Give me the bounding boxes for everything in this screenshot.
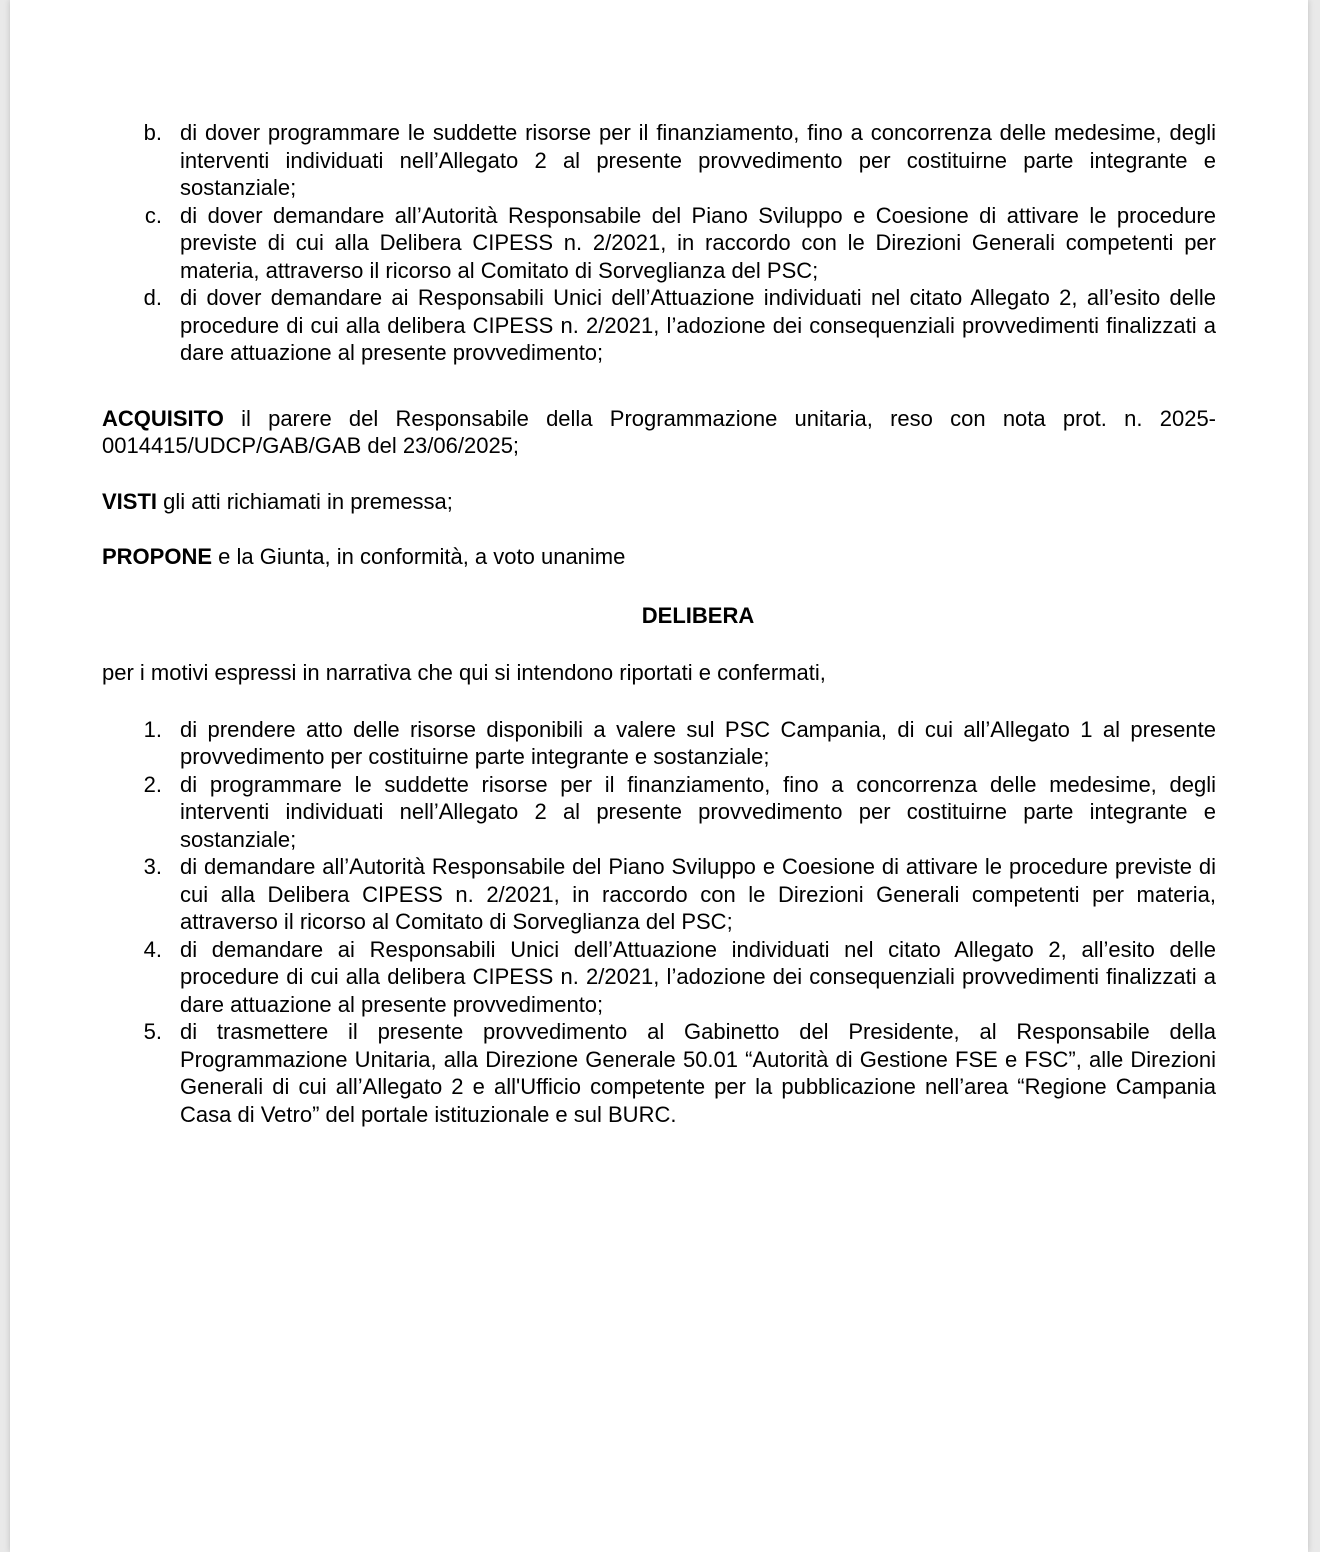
list-item-number: 3.	[143, 854, 162, 879]
document-page	[10, 0, 1308, 1552]
propone-paragraph	[102, 543, 1216, 571]
propone-keyword: PROPONE	[102, 544, 213, 569]
list-item	[102, 853, 1216, 936]
list-item-text: di trasmettere il presente provvedimento al Gabinetto del Presidente, al Responsabile della Programmazione Unitaria, alla Direzione Generale 50.01 “Autorità di Gestione FSE e FSC”, alle Direzioni Generali di cui all’Allegato 2 e all'Ufficio competente per la pubblicazione nell’area “Regione Campania Casa di Vetro” del portale istituzionale e sul BURC.	[180, 1019, 1216, 1127]
list-item	[102, 936, 1216, 1019]
acquisito-text: il parere del Responsabile della Programmazione unitaria, reso con nota prot. n. 2025-0014415/UDCP/GAB/GAB del 23/06/2025;	[102, 405, 1216, 458]
list-item-number: 4.	[143, 936, 162, 962]
sub-item-text: di dover programmare le suddette risorse per il finanziamento, fino a concorrenza delle medesime, degli interventi individuati nell’Allegato 2 al presente provvedimento per costituirne parte integrante e sostanziale;	[180, 120, 1216, 200]
list-item-number: 1.	[143, 716, 162, 742]
list-item-number: 2.	[143, 771, 162, 797]
intro-paragraph: per i motivi espressi in narrativa che qui si intendono riportati e confermati,	[102, 660, 826, 685]
sub-item-text: di dover demandare all’Autorità Responsabile del Piano Sviluppo e Coesione di attivare le procedure previste di cui alla Delibera CIPESS n. 2/2021, in raccordo con le Direzioni Generali competenti per materia, attraverso il ricorso al Comitato di Sorveglianza del PSC;	[180, 202, 1216, 283]
sub-item-marker: c.	[144, 202, 162, 228]
sub-item-marker: d.	[143, 285, 162, 310]
list-item-text: di programmare le suddette risorse per il finanziamento, fino a concorrenza delle medesime, degli interventi individuati nell’Allegato 2 al presente provvedimento per costituirne parte integrante e sostanziale;	[180, 771, 1216, 852]
sub-item-c	[102, 202, 1216, 285]
delibera-heading: DELIBERA	[641, 602, 755, 628]
propone-text: e la Giunta, in conformità, a voto unanime	[212, 544, 626, 569]
acquisito-keyword: ACQUISITO	[102, 405, 224, 431]
visti-keyword: VISTI	[102, 488, 158, 514]
list-item-text: di demandare all’Autorità Responsabile del Piano Sviluppo e Coesione di attivare le procedure previste di cui alla Delibera CIPESS n. 2/2021, in raccordo con le Direzioni Generali competenti per materia, attraverso il ricorso al Comitato di Sorveglianza del PSC;	[180, 854, 1216, 934]
visti-text: gli atti richiamati in premessa;	[157, 488, 453, 514]
visti-paragraph	[102, 488, 1216, 516]
list-item	[102, 771, 1216, 854]
list-item-number: 5.	[143, 1019, 162, 1044]
sub-item-marker: b.	[143, 120, 162, 145]
list-item	[102, 1018, 1216, 1128]
sub-item-text: di dover demandare ai Responsabili Unici dell’Attuazione individuati nel citato Allegato 2, all’esito delle procedure di cui alla delibera CIPESS n. 2/2021, l’adozione dei consequenziali provvedimenti finalizzati a dare attuazione al presente provvedimento;	[180, 285, 1216, 365]
list-item	[102, 716, 1216, 771]
list-item-text: di prendere atto delle risorse disponibili a valere sul PSC Campania, di cui all’Allegato 1 al presente provvedimento per costituirne parte integrante e sostanziale;	[180, 716, 1216, 769]
list-item-text: di demandare ai Responsabili Unici dell’Attuazione individuati nel citato Allegato 2, all’esito delle procedure di cui alla delibera CIPESS n. 2/2021, l’adozione dei consequenziali provvedimenti finalizzati a dare attuazione al presente provvedimento;	[180, 936, 1216, 1017]
sub-item-b	[102, 119, 1216, 202]
acquisito-paragraph	[102, 405, 1216, 460]
document-body	[102, 119, 1216, 1128]
sub-item-d	[102, 284, 1216, 367]
